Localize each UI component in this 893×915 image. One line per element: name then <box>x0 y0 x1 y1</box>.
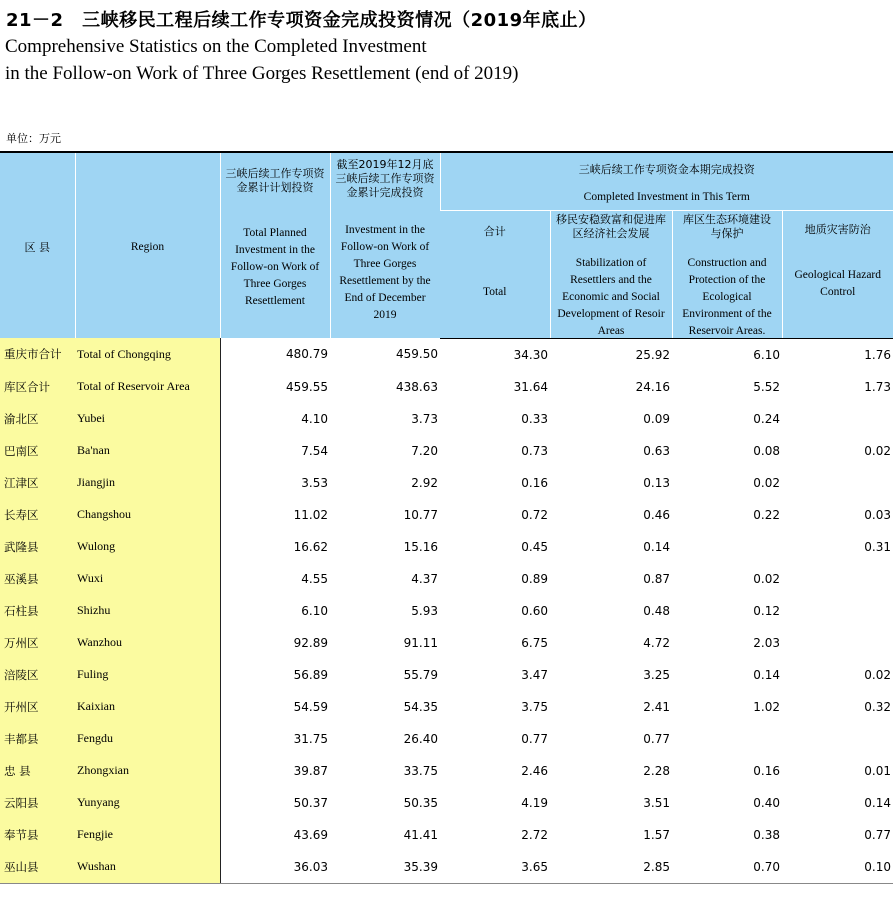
planned-value: 31.75 <box>293 731 328 746</box>
table-row <box>0 819 893 851</box>
stabilization-value: 0.63 <box>643 443 670 458</box>
ecology-value: 0.16 <box>753 763 780 778</box>
total-value: 0.16 <box>521 475 548 490</box>
page-title-cn: 21－2 三峡移民工程后续工作专项资金完成投资情况（2019年底止） <box>6 10 597 31</box>
geological-value <box>782 403 893 435</box>
header-total-cn: 合计 <box>483 225 506 238</box>
total-value: 4.19 <box>521 795 548 810</box>
region-name-en: Total of Reservoir Area <box>75 371 220 403</box>
geological-value: 0.02 <box>864 667 891 682</box>
region-name-cn: 巫山县 <box>0 851 75 884</box>
header-region-cn: 区 县 <box>0 152 75 338</box>
header-completed-en: Investment in the Follow-on Work of Three Gorges Resettlement by the End of December 2019 <box>339 223 431 321</box>
geological-value: 0.02 <box>864 443 891 458</box>
ecology-value: 0.14 <box>753 667 780 682</box>
region-name-cn: 涪陵区 <box>0 659 75 691</box>
header-total <box>440 210 550 338</box>
ecology-value: 5.52 <box>753 379 780 394</box>
stabilization-value: 0.14 <box>643 539 670 554</box>
geological-value <box>782 627 893 659</box>
page-title-en-line1: Comprehensive Statistics on the Completed Investment <box>5 36 427 57</box>
geological-value: 1.73 <box>864 379 891 394</box>
header-planned <box>220 152 330 338</box>
stabilization-value: 1.57 <box>643 827 670 842</box>
ecology-value: 0.12 <box>753 603 780 618</box>
total-value: 0.72 <box>521 507 548 522</box>
header-completed <box>330 152 440 338</box>
total-value: 0.73 <box>521 443 548 458</box>
header-stabilization <box>550 210 672 338</box>
header-stab-en: Stabilization of Resettlers and the Economic and Social Development of Resoir Areas <box>557 257 665 337</box>
geological-value <box>782 467 893 499</box>
header-eco-cn: 库区生态环境建设与保护 <box>683 213 771 240</box>
planned-value: 3.53 <box>301 475 328 490</box>
region-name-en: Shizhu <box>75 595 220 627</box>
ecology-value: 0.70 <box>672 851 782 884</box>
completed-value: 55.79 <box>403 667 438 682</box>
region-name-cn: 万州区 <box>0 627 75 659</box>
stabilization-value: 2.41 <box>643 699 670 714</box>
completed-value: 54.35 <box>403 699 438 714</box>
stabilization-value: 24.16 <box>635 379 670 394</box>
table-row <box>0 787 893 819</box>
table-row <box>0 435 893 467</box>
completed-value: 10.77 <box>403 507 438 522</box>
planned-value: 56.89 <box>293 667 328 682</box>
planned-value: 459.55 <box>286 379 328 394</box>
ecology-value: 0.08 <box>753 443 780 458</box>
region-name-cn: 云阳县 <box>0 787 75 819</box>
total-value: 0.89 <box>521 571 548 586</box>
region-name-en: Kaixian <box>75 691 220 723</box>
region-name-en: Wushan <box>75 851 220 884</box>
header-eco-en: Construction and Protection of the Ecological Environment of the Reservoir Areas. <box>682 257 772 337</box>
table-row <box>0 403 893 435</box>
planned-value: 54.59 <box>293 699 328 714</box>
completed-value: 2.92 <box>411 475 438 490</box>
region-name-en: Total of Chongqing <box>75 338 220 371</box>
ecology-value: 2.03 <box>753 635 780 650</box>
planned-value: 43.69 <box>293 827 328 842</box>
table-row <box>0 338 893 371</box>
stabilization-value: 3.51 <box>643 795 670 810</box>
header-geo-cn: 地质灾害防治 <box>804 223 871 236</box>
ecology-value: 0.02 <box>753 475 780 490</box>
planned-value: 16.62 <box>293 539 328 554</box>
completed-value: 7.20 <box>411 443 438 458</box>
geological-value: 0.10 <box>782 851 893 884</box>
geological-value: 0.03 <box>864 507 891 522</box>
region-name-cn: 重庆市合计 <box>0 338 75 371</box>
total-value: 6.75 <box>521 635 548 650</box>
region-name-cn: 石柱县 <box>0 595 75 627</box>
page-title-en-line2: in the Follow-on Work of Three Gorges Resettlement (end of 2019) <box>5 63 519 84</box>
header-planned-cn: 三峡后续工作专项资金累计计划投资 <box>225 166 325 194</box>
geological-value: 0.01 <box>864 763 891 778</box>
stabilization-value: 0.48 <box>643 603 670 618</box>
total-value: 0.77 <box>521 731 548 746</box>
stabilization-value: 25.92 <box>635 347 670 362</box>
header-geological <box>782 210 893 338</box>
header-ecology <box>672 210 782 338</box>
table-row <box>0 563 893 595</box>
completed-value: 33.75 <box>403 763 438 778</box>
stabilization-value: 3.25 <box>643 667 670 682</box>
ecology-value: 0.40 <box>753 795 780 810</box>
total-value: 31.64 <box>513 379 548 394</box>
stabilization-value: 4.72 <box>643 635 670 650</box>
region-name-cn: 忠 县 <box>0 755 75 787</box>
region-name-en: Changshou <box>75 499 220 531</box>
geological-value <box>782 723 893 755</box>
total-value: 2.72 <box>521 827 548 842</box>
ecology-value: 1.02 <box>753 699 780 714</box>
completed-value: 91.11 <box>403 635 438 650</box>
completed-value: 35.39 <box>330 851 440 884</box>
planned-value: 11.02 <box>293 507 328 522</box>
table-row <box>0 851 893 884</box>
geological-value: 0.14 <box>864 795 891 810</box>
planned-value: 7.54 <box>301 443 328 458</box>
total-value: 2.46 <box>521 763 548 778</box>
table-row <box>0 755 893 787</box>
planned-value: 50.37 <box>293 795 328 810</box>
header-term-cn: 三峡后续工作专项资金本期完成投资 <box>578 162 755 176</box>
planned-value: 4.10 <box>301 411 328 426</box>
region-name-en: Wanzhou <box>75 627 220 659</box>
planned-value: 4.55 <box>301 571 328 586</box>
table-row <box>0 723 893 755</box>
table-row <box>0 659 893 691</box>
geological-value <box>782 595 893 627</box>
total-value: 3.47 <box>521 667 548 682</box>
completed-value: 50.35 <box>403 795 438 810</box>
table-row <box>0 499 893 531</box>
header-region-en: Region <box>75 152 220 338</box>
region-name-en: Wulong <box>75 531 220 563</box>
region-name-en: Fuling <box>75 659 220 691</box>
investment-table <box>0 151 893 884</box>
region-name-en: Fengjie <box>75 819 220 851</box>
total-value: 34.30 <box>513 347 548 362</box>
table-row <box>0 627 893 659</box>
region-name-cn: 长寿区 <box>0 499 75 531</box>
table-row <box>0 531 893 563</box>
stabilization-value: 2.28 <box>643 763 670 778</box>
ecology-value: 6.10 <box>753 347 780 362</box>
region-name-cn: 丰都县 <box>0 723 75 755</box>
ecology-value: 0.38 <box>753 827 780 842</box>
stabilization-value: 0.09 <box>643 411 670 426</box>
stabilization-value: 0.87 <box>643 571 670 586</box>
geological-value: 0.32 <box>864 699 891 714</box>
header-stab-cn: 移民安稳致富和促进库区经济社会发展 <box>556 213 666 240</box>
region-name-cn: 巴南区 <box>0 435 75 467</box>
region-name-cn: 江津区 <box>0 467 75 499</box>
table-body <box>0 338 893 883</box>
completed-value: 438.63 <box>396 379 438 394</box>
completed-value: 459.50 <box>396 347 438 362</box>
region-name-en: Yunyang <box>75 787 220 819</box>
total-value: 0.60 <box>521 603 548 618</box>
region-name-cn: 巫溪县 <box>0 563 75 595</box>
planned-value: 480.79 <box>286 347 328 362</box>
completed-value: 41.41 <box>403 827 438 842</box>
geological-value: 0.31 <box>864 539 891 554</box>
completed-value: 15.16 <box>403 539 438 554</box>
completed-value: 4.37 <box>411 571 438 586</box>
region-name-en: Fengdu <box>75 723 220 755</box>
ecology-value <box>672 723 782 755</box>
geological-value <box>782 563 893 595</box>
header-planned-en: Total Planned Investment in the Follow-on Work of Three Gorges Resettlement <box>230 226 320 307</box>
header-geo-en: Geological Hazard Control <box>794 269 882 298</box>
stabilization-value: 0.13 <box>643 475 670 490</box>
ecology-value <box>672 531 782 563</box>
planned-value: 39.87 <box>293 763 328 778</box>
header-completed-cn: 截至2019年12月底三峡后续工作专项资金累计完成投资 <box>335 157 435 199</box>
total-value: 0.33 <box>521 411 548 426</box>
completed-value: 3.73 <box>411 411 438 426</box>
region-name-cn: 奉节县 <box>0 819 75 851</box>
table-row <box>0 371 893 403</box>
unit-label: 单位：万元 <box>6 132 61 145</box>
table-row <box>0 595 893 627</box>
total-value: 0.45 <box>521 539 548 554</box>
region-name-cn: 武隆县 <box>0 531 75 563</box>
geological-value: 0.77 <box>864 827 891 842</box>
header-total-en: Total <box>483 286 507 298</box>
region-name-en: Ba'nan <box>75 435 220 467</box>
header-term <box>440 152 893 210</box>
planned-value: 36.03 <box>220 851 330 884</box>
region-name-en: Yubei <box>75 403 220 435</box>
geological-value: 1.76 <box>864 347 891 362</box>
table-row <box>0 467 893 499</box>
planned-value: 92.89 <box>293 635 328 650</box>
region-name-en: Zhongxian <box>75 755 220 787</box>
total-value: 3.65 <box>440 851 550 884</box>
ecology-value: 0.02 <box>753 571 780 586</box>
region-name-cn: 库区合计 <box>0 371 75 403</box>
region-name-en: Wuxi <box>75 563 220 595</box>
ecology-value: 0.22 <box>753 507 780 522</box>
stabilization-value: 0.46 <box>643 507 670 522</box>
table-row <box>0 691 893 723</box>
region-name-cn: 渝北区 <box>0 403 75 435</box>
completed-value: 5.93 <box>411 603 438 618</box>
stabilization-value: 0.77 <box>643 731 670 746</box>
region-name-en: Jiangjin <box>75 467 220 499</box>
header-term-en: Completed Investment in This Term <box>583 190 750 203</box>
completed-value: 26.40 <box>403 731 438 746</box>
planned-value: 6.10 <box>301 603 328 618</box>
stabilization-value: 2.85 <box>550 851 672 884</box>
ecology-value: 0.24 <box>753 411 780 426</box>
total-value: 3.75 <box>521 699 548 714</box>
region-name-cn: 开州区 <box>0 691 75 723</box>
